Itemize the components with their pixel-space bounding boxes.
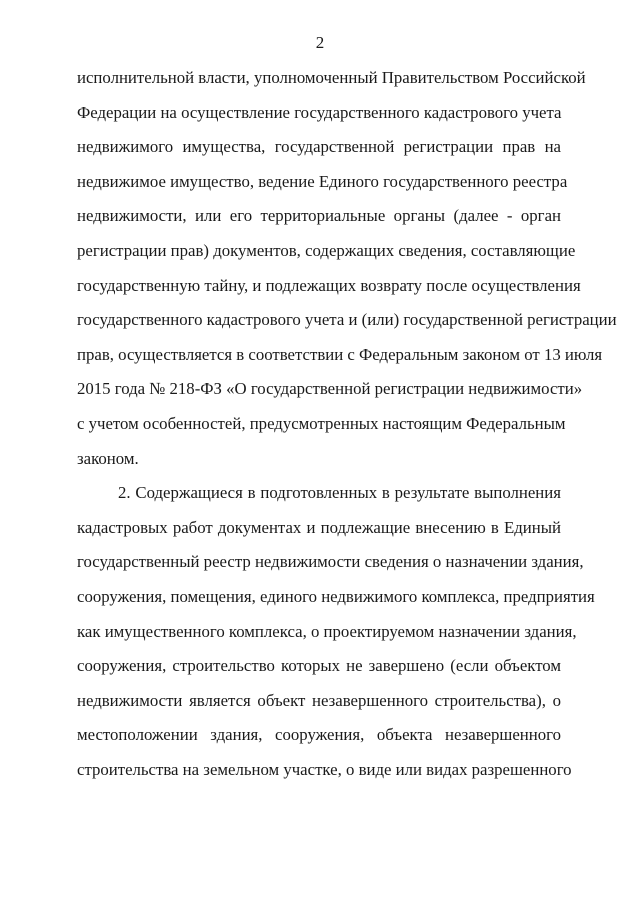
text-line: государственного кадастрового учета и (или) государственной регистрации	[77, 310, 617, 330]
document-body	[77, 67, 617, 793]
text-line: кадастровых работ документах и подлежащие внесению в Единый	[77, 517, 561, 537]
text-line: 2015 года № 218-ФЗ «О государственной регистрации недвижимости»	[77, 379, 583, 399]
text-line: с учетом особенностей, предусмотренных настоящим Федеральным	[77, 413, 566, 433]
text-line: недвижимости является объект незавершенного строительства), о	[77, 690, 561, 710]
paragraph-start-line: 2. Содержащиеся в подготовленных в результате выполнения	[118, 483, 561, 503]
text-line: недвижимое имущество, ведение Единого государственного реестра	[77, 171, 568, 191]
text-line: регистрации прав) документов, содержащих сведения, составляющие	[77, 240, 576, 260]
text-line: недвижимости, или его территориальные органы (далее - орган	[77, 206, 561, 226]
text-line: государственный реестр недвижимости сведения о назначении здания,	[77, 552, 584, 572]
text-line: как имущественного комплекса, о проектируемом назначении здания,	[77, 621, 577, 641]
paragraph-end-line: законом.	[77, 448, 139, 468]
text-line: строительства на земельном участке, о виде или видах разрешенного	[77, 759, 572, 779]
text-line: сооружения, помещения, единого недвижимого комплекса, предприятия	[77, 586, 595, 606]
text-line: исполнительной власти, уполномоченный Правительством Российской	[77, 68, 586, 87]
text-line: Федерации на осуществление государственного кадастрового учета	[77, 102, 562, 122]
text-line: сооружения, строительство которых не завершено (если объектом	[77, 656, 561, 676]
text-line: местоположении здания, сооружения, объекта незавершенного	[77, 725, 561, 745]
text-line: государственную тайну, и подлежащих возврату после осуществления	[77, 275, 581, 295]
page-number: 2	[315, 33, 325, 52]
text-line: недвижимого имущества, государственной регистрации прав на	[77, 137, 561, 157]
text-line: прав, осуществляется в соответствии с Федеральным законом от 13 июля	[77, 344, 603, 364]
